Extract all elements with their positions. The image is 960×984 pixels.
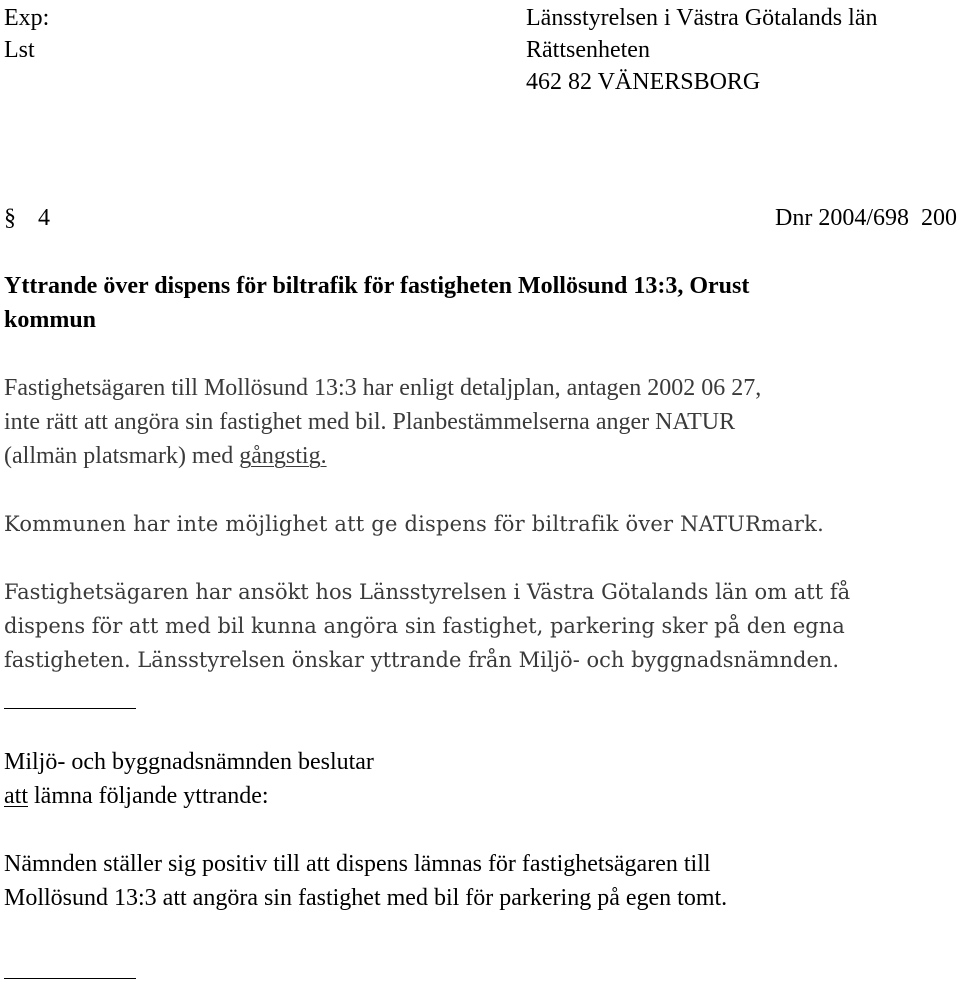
- body-p3-line-3: fastigheten. Länsstyrelsen önskar yttrande från Miljö- och byggnadsnämnden.: [4, 648, 840, 672]
- decision-att-line: [4, 780, 269, 812]
- title-line-2: kommun: [4, 307, 97, 333]
- separator-rule-1: [4, 708, 136, 709]
- att-rest: lämna följande yttrande:: [28, 783, 269, 809]
- recipient-line-3: 462 82 VÄNERSBORG: [526, 69, 761, 95]
- body-p1-line-1: Fastighetsägaren till Mollösund 13:3 har enligt detaljplan, antagen 2002 06 27,: [4, 375, 762, 401]
- paragraph-number: [4, 202, 50, 234]
- title-line-1: Yttrande över dispens för biltrafik för fastigheten Mollösund 13:3, Orust: [4, 273, 750, 299]
- body-p1-line-2: inte rätt att angöra sin fastighet med bil. Planbestämmelserna anger NATUR: [4, 409, 736, 435]
- lst-label: Lst: [4, 37, 35, 63]
- statement-line-2: Mollösund 13:3 att angöra sin fastighet med bil för parkering på egen tomt.: [4, 885, 728, 911]
- body-p2: Kommunen har inte möjlighet att ge dispens för biltrafik över NATURmark.: [4, 512, 824, 536]
- body-p3-line-2: dispens för att med bil kunna angöra sin fastighet, parkering sker på den egna: [4, 614, 845, 638]
- body-p3-line-1: Fastighetsägaren har ansökt hos Länsstyrelsen i Västra Götalands län om att få: [4, 580, 851, 604]
- recipient-line-2: Rättsenheten: [526, 37, 650, 63]
- statement-line-1: Nämnden ställer sig positiv till att dispens lämnas för fastighetsägaren till: [4, 851, 711, 877]
- underlined-gangstig: gångstig.: [239, 443, 327, 469]
- separator-rule-2: [4, 978, 136, 979]
- decision-heading: Miljö- och byggnadsnämnden beslutar: [4, 749, 374, 775]
- exp-label: Exp:: [4, 5, 50, 31]
- recipient-line-1: Länsstyrelsen i Västra Götalands län: [526, 5, 878, 31]
- body-p1-line-3-text: (allmän platsmark) med: [4, 443, 240, 469]
- paragraph-number-value: 4: [38, 205, 50, 231]
- section-symbol: §: [4, 205, 16, 231]
- body-p1-line-3: [4, 440, 327, 472]
- att-word: att: [4, 783, 28, 809]
- dnr-reference: Dnr 2004/698 200: [775, 205, 957, 231]
